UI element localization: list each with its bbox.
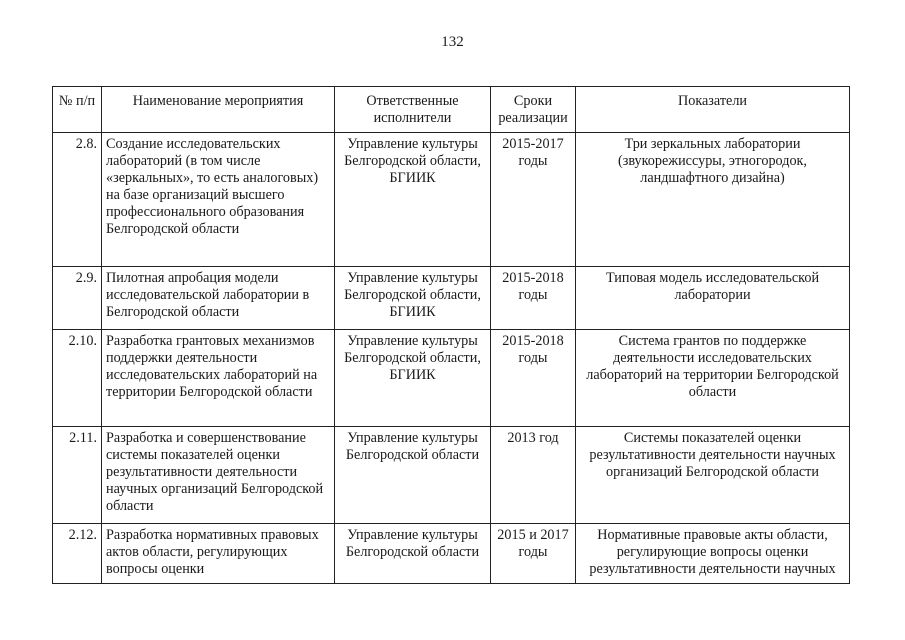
row-responsible: Управление культуры Белгородской области, БГИИК [335,133,491,267]
row-responsible: Управление культуры Белгородской области [335,524,491,584]
row-indicator: Типовая модель исследовательской лаборатории [576,267,850,330]
row-term: 2015-2018 годы [491,330,576,427]
row-activity-name: Разработка грантовых механизмов поддержки деятельности исследовательских лабораторий на территории Белгородской области [102,330,335,427]
row-term: 2015-2018 годы [491,267,576,330]
row-term: 2013 год [491,427,576,524]
header-activity-name: Наименование мероприятия [102,87,335,133]
row-responsible: Управление культуры Белгородской области, БГИИК [335,267,491,330]
row-responsible: Управление культуры Белгородской области, БГИИК [335,330,491,427]
activities-table [52,86,850,584]
row-indicator: Нормативные правовые акты области, регулирующие вопросы оценки результативности деятельности научных [576,524,850,584]
row-activity-name: Создание исследовательских лабораторий (в том числе «зеркальных», то есть аналоговых) на базе организаций высшего профессионального образования Белгородской области [102,133,335,267]
table-header-row [53,87,850,133]
header-responsible: Ответственные исполнители [335,87,491,133]
table-row [53,427,850,524]
row-activity-name: Разработка и совершенствование системы показателей оценки результативности деятельности научных организаций Белгородской области [102,427,335,524]
table-row [53,330,850,427]
row-number: 2.8. [53,133,102,267]
row-activity-name: Разработка нормативных правовых актов области, регулирующих вопросы оценки [102,524,335,584]
row-term: 2015 и 2017 годы [491,524,576,584]
row-number: 2.9. [53,267,102,330]
row-number: 2.10. [53,330,102,427]
row-number: 2.12. [53,524,102,584]
row-activity-name: Пилотная апробация модели исследовательской лаборатории в Белгородской области [102,267,335,330]
table-row [53,267,850,330]
header-indicators: Показатели [576,87,850,133]
table-row [53,133,850,267]
row-indicator: Три зеркальных лаборатории (звукорежиссуры, этногородок, ландшафтного дизайна) [576,133,850,267]
table-row [53,524,850,584]
header-number: № п/п [53,87,102,133]
page-number: 132 [441,34,464,50]
row-indicator: Система грантов по поддержке деятельности исследовательских лабораторий на территории Белгородской области [576,330,850,427]
row-indicator: Системы показателей оценки результативности деятельности научных организаций Белгородской области [576,427,850,524]
row-term: 2015-2017 годы [491,133,576,267]
row-responsible: Управление культуры Белгородской области [335,427,491,524]
row-number: 2.11. [53,427,102,524]
header-term: Сроки реализации [491,87,576,133]
